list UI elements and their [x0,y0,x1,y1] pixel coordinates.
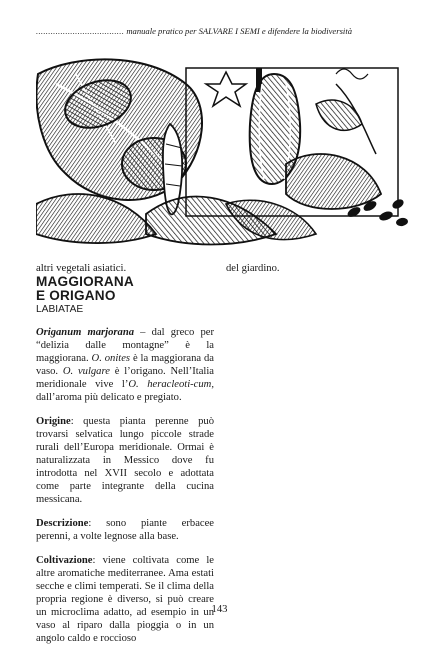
page-number: 143 [211,604,228,615]
continued-text: del giardino. [226,263,280,274]
species-name: Origanum marjorana [36,327,135,338]
left-text-column [36,262,214,645]
vegetable-engraving-illustration [36,44,410,248]
running-header [36,26,416,40]
header-dots: .................................... [36,26,125,36]
coltivazione-label: Coltivazione [36,555,93,566]
section-title-line1: MAGGIORANA [36,274,134,289]
paragraph-intro: Origanum marjorana – dal greco per “delizia dalle montagne” è la maggiorana. O. onites è la maggiorana da vaso. O. vulgare è l’origano. Nell’Italia meridionale vive l’O. heracleoti-cum, dall’aroma più delicato e pregiato. [36,327,214,403]
continued-line: altri vegetali asiatici. [36,262,127,274]
paragraph-origine: Origine: questa pianta perenne può trovarsi selvatica lungo piccole strade rurali dell’Europa meridionale. Ormai è naturalizzata in Messico dove fu introdotta nel XVII secolo e adottata come parte integrante della cucina messicana. [36,416,214,505]
descrizione-label: Descrizione [36,518,89,529]
origine-label: Origine [36,416,71,427]
section-title-line2: E ORIGANO [36,288,116,303]
right-text-column [226,262,406,275]
plant-family: LABIATAE [36,304,84,315]
header-title: manuale pratico per SALVARE I SEMI e difendere la biodiversità [126,26,353,36]
paragraph-descrizione: Descrizione: sono piante erbacee perenni, a volte legnose alla base. [36,518,214,542]
paragraph-coltivazione: Coltivazione: viene coltivata come le altre aromatiche mediterranee. Ama estati secche e climi temperati. Se il clima della propria regione è diverso, si può creare un microclima adatto, ad esempio in un vaso al riparo dalla pioggia o in un angolo caldo e roccioso [36,555,214,644]
